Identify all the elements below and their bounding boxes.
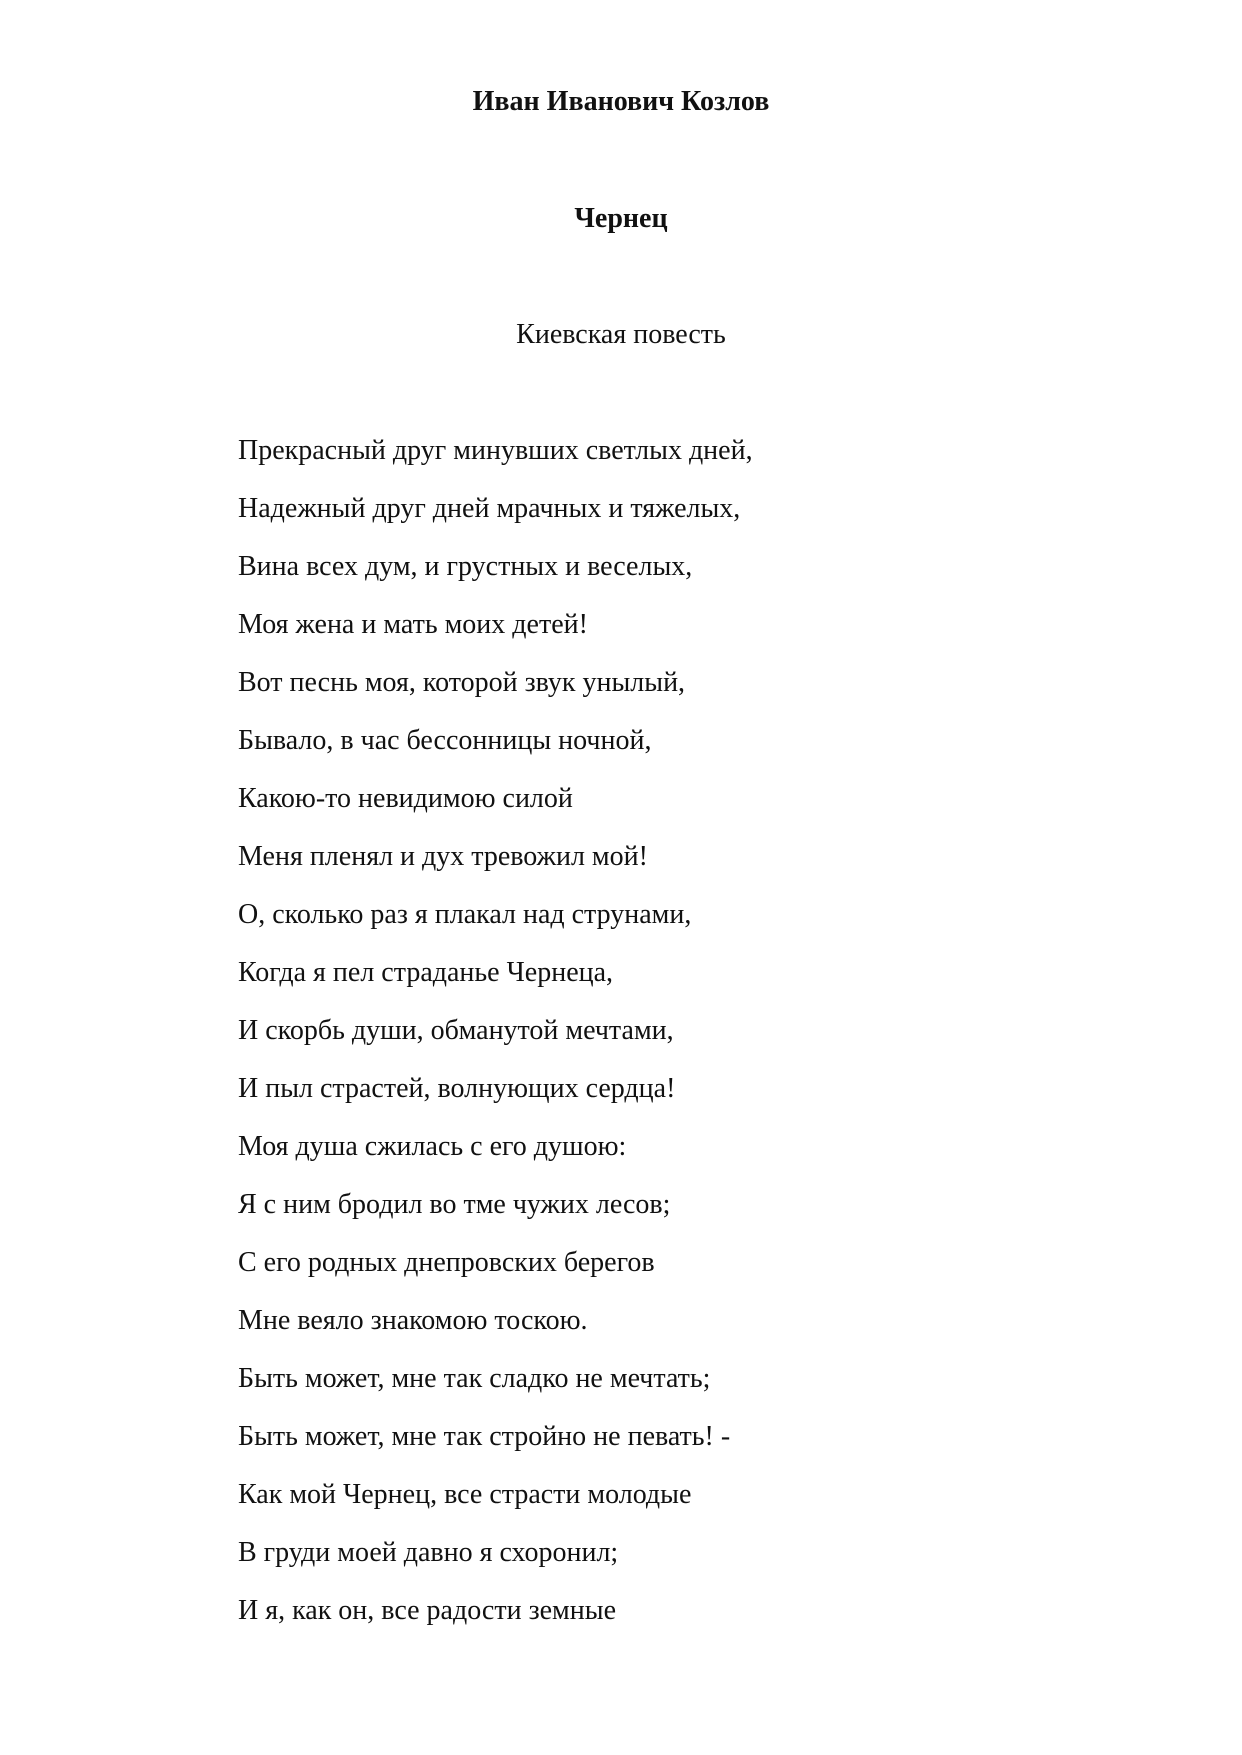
poem-line: С его родных днепровских берегов xyxy=(238,1247,655,1278)
poem-subtitle: Киевская повесть xyxy=(516,319,726,350)
poem-line: Когда я пел страданье Чернеца, xyxy=(238,957,614,988)
poem-line: И пыл страстей, волнующих сердца! xyxy=(238,1073,676,1104)
poem-line: Бывало, в час бессонницы ночной, xyxy=(238,725,652,756)
poem-line: Вина всех дум, и грустных и веселых, xyxy=(238,551,693,582)
poem-line: Быть может, мне так стройно не певать! - xyxy=(238,1421,731,1452)
poem-line: Прекрасный друг минувших светлых дней, xyxy=(238,435,753,466)
poem-line: Быть может, мне так сладко не мечтать; xyxy=(238,1363,711,1394)
poem-title: Чернец xyxy=(574,203,668,234)
poem-line: Моя жена и мать моих детей! xyxy=(238,609,588,640)
poem-line: О, сколько раз я плакал над струнами, xyxy=(238,899,692,930)
poem-line: Меня пленял и дух тревожил мой! xyxy=(238,841,648,872)
poem-body xyxy=(238,434,1138,1652)
poem-line: Моя душа сжилась с его душою: xyxy=(238,1131,627,1162)
poem-line: И скорбь души, обманутой мечтами, xyxy=(238,1015,674,1046)
poem-line: В груди моей давно я схоронил; xyxy=(238,1537,619,1568)
poem-line: Какою-то невидимою силой xyxy=(238,783,573,814)
poem-line: Вот песнь моя, которой звук унылый, xyxy=(238,667,686,698)
author-name: Иван Иванович Козлов xyxy=(472,86,770,117)
poem-line: Мне веяло знакомою тоскою. xyxy=(238,1305,588,1336)
poem-line: И я, как он, все радости земные xyxy=(238,1595,616,1626)
poem-line: Я с ним бродил во тме чужих лесов; xyxy=(238,1189,671,1220)
poem-line: Надежный друг дней мрачных и тяжелых, xyxy=(238,493,741,524)
poem-line: Как мой Чернец, все страсти молодые xyxy=(238,1479,692,1510)
